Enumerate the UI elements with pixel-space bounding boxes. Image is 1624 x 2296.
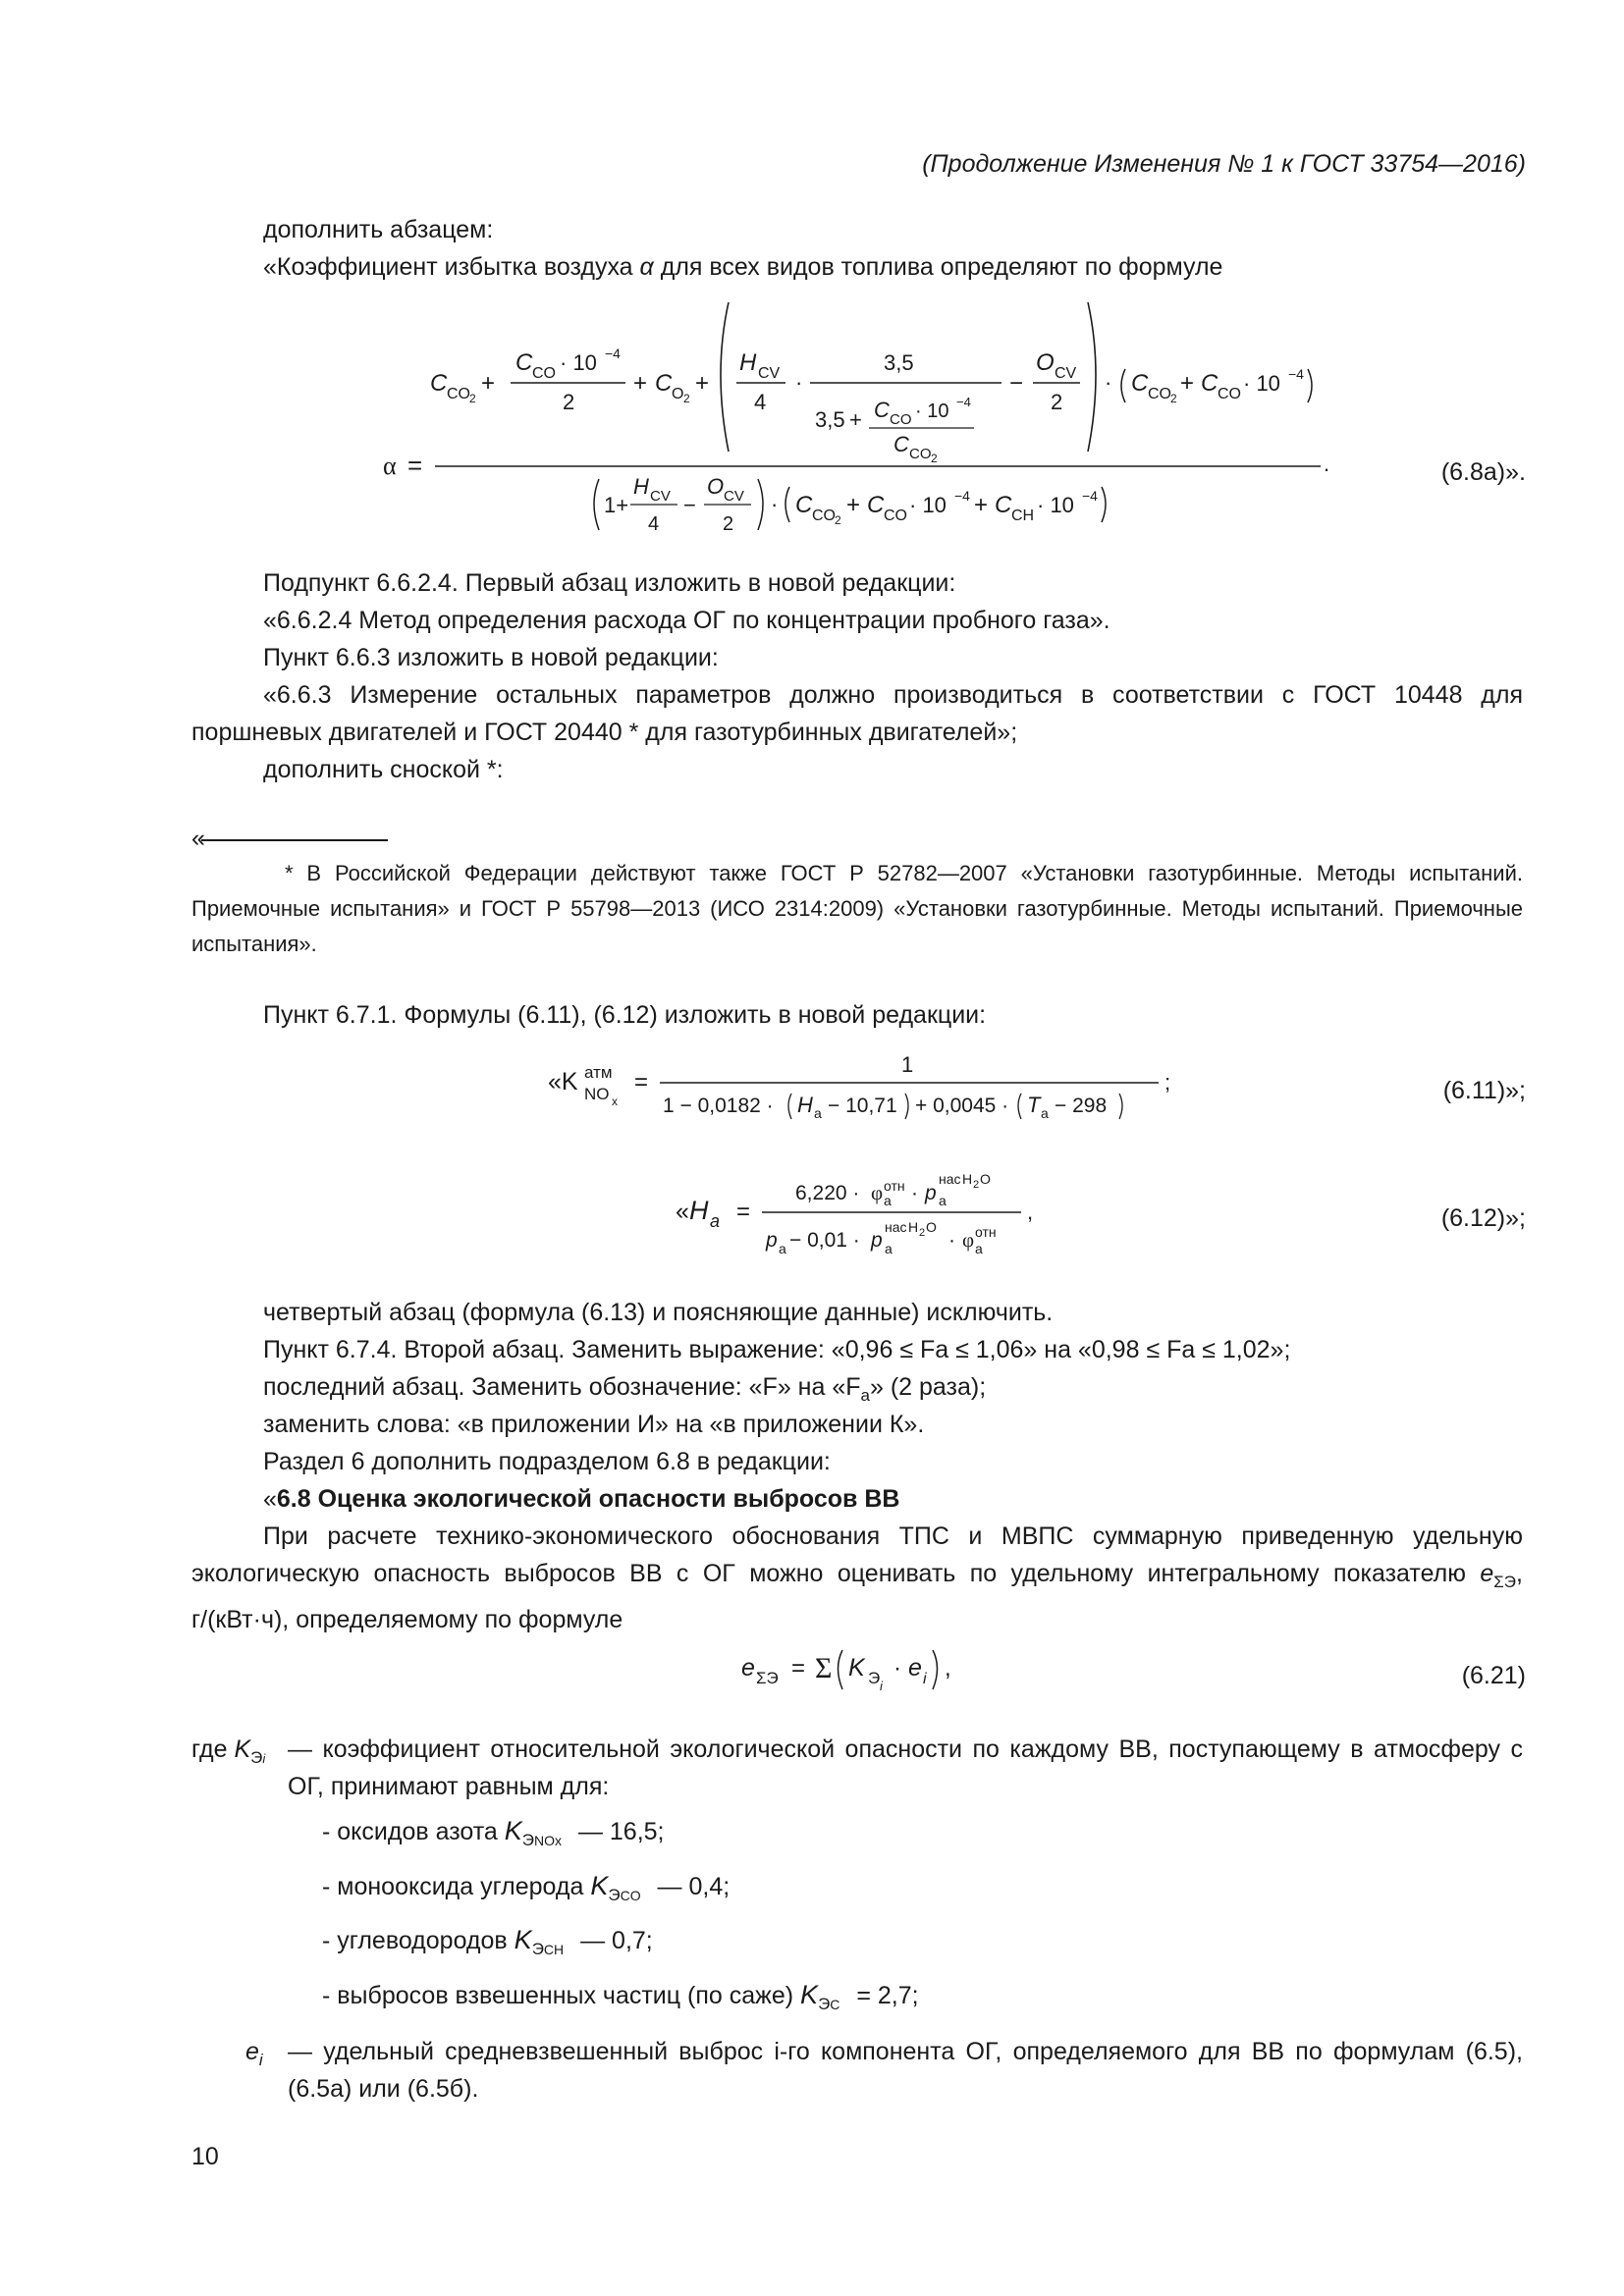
equation-number-6-8a: (6.8а)».	[1440, 458, 1526, 486]
paragraph-663-text: «6.6.3 Измерение остальных параметров должно производиться в соответствии с ГОСТ 10448 для поршневых двигателей и ГОСТ 20440 * для газотурбинных двигателей»;	[191, 681, 1523, 746]
equation-number-6-21: (6.21)	[1461, 1662, 1526, 1689]
formula-6-11	[540, 1041, 1227, 1129]
svg-text:2: 2	[563, 390, 575, 414]
svg-text:p: p	[871, 1229, 883, 1252]
svg-text:2: 2	[469, 392, 476, 405]
svg-text:4: 4	[754, 390, 767, 414]
list-sub: C	[830, 1997, 840, 2013]
calc-text: При расчете технико-экономического обоснования ТПС и МВПС суммарную приведенную удельную экологическую опасность выбросов ВВ с ОГ можно оценивать по удельному интегральному показателю	[191, 1522, 1523, 1587]
svg-text:a: a	[710, 1211, 721, 1231]
where-word: где	[191, 1735, 228, 1763]
footnote-rule	[201, 839, 388, 841]
svg-text:отн: отн	[884, 1178, 905, 1194]
svg-text:CV: CV	[758, 365, 781, 382]
svg-text:ΣЭ: ΣЭ	[756, 1669, 779, 1687]
svg-text:Э: Э	[868, 1669, 881, 1687]
svg-text:CO: CO	[532, 365, 556, 382]
svg-text:,: ,	[945, 1655, 951, 1682]
svg-text:+ 0,0045 ·: + 0,0045 ·	[915, 1095, 1009, 1117]
paragraph-replace: заменить слова: «в приложении И» на «в приложении К».	[263, 1411, 925, 1438]
last-text-b: » (2 раза);	[869, 1373, 987, 1401]
list-post: = 2,7;	[856, 1982, 919, 2009]
k-symbol: $K_{Эi}$	[234, 1735, 266, 1767]
last-text-a: последний абзац. Заменить обозначение: «F» на «F	[263, 1373, 861, 1401]
last-subscript: a	[860, 1386, 870, 1405]
formula-6-21	[736, 1634, 992, 1703]
svg-text:· 10: · 10	[560, 350, 597, 375]
list-item-nox	[322, 1812, 665, 1859]
list-pre: - углеводородов	[322, 1927, 508, 1954]
svg-text:C: C	[515, 349, 533, 376]
svg-text:=: =	[791, 1655, 806, 1682]
svg-text:CO: CO	[909, 446, 932, 462]
svg-text:C: C	[1131, 370, 1149, 397]
svg-text:CO: CO	[884, 507, 907, 524]
svg-text:H: H	[797, 1093, 813, 1117]
svg-text:e: e	[908, 1654, 922, 1682]
svg-text:−4: −4	[605, 346, 621, 361]
svg-text:·: ·	[911, 1182, 918, 1204]
svg-text:2: 2	[1170, 392, 1177, 405]
svg-text:2: 2	[919, 1227, 926, 1239]
svg-text:i: i	[923, 1671, 927, 1687]
svg-text:K: K	[848, 1654, 865, 1682]
e-sigma-symbol: $e_{\Sigma Э}$	[1480, 1560, 1517, 1591]
svg-text:=: =	[407, 451, 423, 480]
paragraph-6624-text: «6.6.2.4 Метод определения расхода ОГ по концентрации пробного газа».	[263, 607, 1110, 634]
svg-text:нас: нас	[939, 1171, 961, 1187]
paragraph-671: Пункт 6.7.1. Формулы (6.11), (6.12) изложить в новой редакции:	[263, 1001, 987, 1029]
svg-text:a: a	[939, 1193, 947, 1208]
svg-text:4: 4	[648, 513, 660, 535]
list-sub: NOx	[534, 1833, 562, 1849]
svg-text:CO: CO	[1218, 386, 1241, 402]
svg-text:i: i	[880, 1679, 883, 1693]
svg-text:Σ: Σ	[815, 1652, 833, 1684]
e-i-symbol: $e_i$	[245, 2038, 263, 2069]
svg-text:·: ·	[893, 1655, 901, 1682]
calc-text-end: , г/(кВт·ч), определяемому по формуле	[191, 1560, 1523, 1633]
svg-text:C: C	[874, 398, 890, 422]
svg-text:2: 2	[683, 392, 690, 405]
running-header: (Продолжение Изменения № 1 к ГОСТ 33754—2016)	[922, 150, 1526, 178]
svg-text:a: a	[975, 1241, 983, 1256]
svg-text:атм: атм	[584, 1063, 613, 1082]
svg-text:− 0,01 ·: − 0,01 ·	[789, 1229, 860, 1252]
svg-text:e: e	[741, 1654, 755, 1682]
paragraph-footnote-add: дополнить сноской *:	[263, 756, 504, 783]
svg-text:+: +	[846, 492, 861, 518]
svg-text:H: H	[962, 1171, 973, 1187]
paragraph-663: Пункт 6.6.3 изложить в новой редакции:	[263, 644, 719, 671]
svg-text:φ: φ	[871, 1181, 884, 1204]
svg-text:T: T	[1027, 1093, 1041, 1117]
where-label	[191, 1731, 265, 1778]
svg-text:O: O	[926, 1219, 937, 1235]
list-item-ch	[322, 1921, 653, 1968]
svg-text:+: +	[695, 370, 710, 397]
svg-text:1: 1	[901, 1052, 914, 1077]
list-pre: - выбросов взвешенных частиц (по саже)	[322, 1982, 794, 2009]
list-item-c	[322, 1976, 919, 2023]
svg-text:CO: CO	[1148, 386, 1171, 402]
svg-text:=: =	[736, 1199, 751, 1225]
paragraph-alpha-intro	[263, 248, 1222, 286]
paragraph-addition: дополнить абзацем:	[263, 216, 494, 243]
svg-text:· 10: · 10	[909, 493, 947, 517]
list-post: — 0,4;	[657, 1873, 731, 1900]
alpha-intro-text-2: для всех видов топлива определяют по формуле	[653, 253, 1223, 281]
svg-text:O: O	[1036, 349, 1055, 376]
paragraph-fourth: четвертый абзац (формула (6.13) и поясняющие данные) исключить.	[263, 1299, 1054, 1326]
svg-text:CO: CO	[812, 507, 836, 524]
svg-text:p: p	[766, 1229, 778, 1252]
svg-text:«: «	[676, 1198, 689, 1225]
svg-text:+: +	[974, 492, 989, 518]
section-heading-6-8	[263, 1480, 899, 1518]
svg-text:2: 2	[723, 513, 734, 535]
svg-text:CO: CO	[447, 386, 470, 402]
list-pre: - монооксида углерода	[322, 1873, 584, 1900]
svg-text:+: +	[1180, 370, 1195, 397]
svg-text:φ: φ	[962, 1228, 975, 1252]
formula-6-8a	[373, 294, 1355, 550]
svg-text:6,220 ·: 6,220 ·	[795, 1182, 860, 1204]
list-pre: - оксидов азота	[322, 1818, 498, 1845]
svg-text:3,5: 3,5	[815, 407, 845, 432]
list-sub: CH	[543, 1942, 565, 1958]
svg-text:C: C	[430, 370, 448, 397]
svg-text:a: a	[814, 1105, 822, 1121]
svg-text:+: +	[633, 370, 648, 397]
list-item-co	[322, 1867, 730, 1914]
heading-title: 6.8 Оценка экологической опасности выбросов ВВ	[276, 1485, 900, 1513]
page-number: 10	[191, 2143, 219, 2170]
svg-text:2: 2	[973, 1179, 980, 1191]
svg-text:−4: −4	[954, 488, 970, 504]
svg-text:·: ·	[948, 1229, 955, 1252]
svg-text:«K: «K	[548, 1068, 578, 1095]
svg-text:CH: CH	[1011, 507, 1035, 524]
svg-text:CO: CO	[890, 411, 912, 428]
svg-text:C: C	[893, 432, 909, 456]
list-post: — 16,5;	[577, 1818, 665, 1845]
svg-text:нас: нас	[885, 1219, 907, 1235]
formula-6-12	[668, 1158, 1080, 1276]
svg-text:NO: NO	[584, 1085, 610, 1103]
svg-text:·: ·	[1105, 370, 1112, 395]
svg-text:H: H	[633, 474, 649, 499]
svg-text:2: 2	[1051, 390, 1063, 414]
where-e-text: — удельный средневзвешенный выброс i-го компонента ОГ, определяемого для ВВ по формулам (6.5), (6.5а) или (6.5б).	[288, 2038, 1523, 2103]
svg-text:α: α	[383, 452, 397, 480]
k-symbol: $K_{ЭCH}$	[514, 1925, 565, 1959]
paragraph-calc	[191, 1518, 1523, 1638]
svg-text:H: H	[908, 1219, 919, 1235]
svg-text:CV: CV	[724, 488, 744, 505]
svg-text:C: C	[795, 492, 813, 518]
svg-text:CV: CV	[650, 488, 671, 505]
svg-text:O: O	[980, 1171, 991, 1187]
equation-number-6-11: (6.11)»;	[1442, 1077, 1526, 1104]
svg-text:H: H	[689, 1196, 709, 1225]
svg-text:2: 2	[931, 452, 938, 465]
svg-text:отн: отн	[975, 1224, 997, 1240]
svg-text:p: p	[925, 1182, 937, 1204]
svg-text:a: a	[1041, 1105, 1049, 1121]
svg-text:O: O	[672, 386, 684, 402]
svg-text:· 10: · 10	[915, 400, 949, 422]
svg-text:a: a	[779, 1241, 786, 1256]
k-symbol: $K_{ЭCO}$	[590, 1871, 641, 1905]
list-post: — 0,7;	[580, 1927, 653, 1954]
footnote-open-quote: «	[191, 825, 205, 852]
svg-text:a: a	[885, 1241, 893, 1256]
list-sub: CO	[620, 1888, 641, 1904]
svg-text:−4: −4	[1082, 488, 1098, 504]
svg-text:·: ·	[795, 370, 803, 395]
svg-text:2: 2	[835, 513, 841, 527]
svg-text:C: C	[655, 370, 673, 397]
svg-text:;: ;	[1164, 1070, 1171, 1095]
equation-number-6-12: (6.12)»;	[1440, 1204, 1526, 1232]
where-k-text: — коэффициент относительной экологической опасности по каждому ВВ, поступающему в атмосферу с ОГ, принимают равным для:	[288, 1735, 1523, 1800]
svg-text:1+: 1+	[604, 493, 629, 517]
svg-text:− 298: − 298	[1055, 1095, 1108, 1117]
svg-text:−4: −4	[956, 395, 971, 409]
svg-text:· 10: · 10	[1243, 371, 1280, 396]
heading-open-quote: «	[263, 1485, 277, 1513]
alpha-intro-text-1: «Коэффициент избытка воздуха	[263, 253, 640, 281]
k-symbol: $K_{ЭNOx}$	[504, 1816, 562, 1850]
svg-text:− 10,71: − 10,71	[828, 1095, 897, 1117]
svg-text:O: O	[707, 474, 725, 499]
svg-text:x: x	[612, 1095, 618, 1108]
svg-text:C: C	[867, 492, 885, 518]
alpha-symbol: α	[639, 253, 654, 281]
footnote-text: * В Российской Федерации действуют также ГОСТ Р 52782—2007 «Установки газотурбинные. Методы испытаний. Приемочные испытания» и ГОСТ Р 55798—2013 (ИСО 2314:2009) «Установки газотурбинные. Методы испытаний. Приемочные испытания».	[191, 861, 1523, 956]
svg-text:−: −	[683, 493, 696, 517]
svg-text:a: a	[884, 1193, 892, 1208]
svg-text:1 − 0,0182 ·: 1 − 0,0182 ·	[663, 1095, 774, 1117]
svg-text:,: ,	[1027, 1200, 1034, 1224]
k-symbol: $K_{ЭC}$	[800, 1980, 840, 2014]
svg-text:=: =	[634, 1069, 649, 1095]
svg-text:CV: CV	[1055, 365, 1077, 382]
paragraph-6624: Подпункт 6.6.2.4. Первый абзац изложить в новой редакции:	[263, 569, 956, 597]
svg-text:· 10: · 10	[1037, 493, 1074, 517]
paragraph-section6: Раздел 6 дополнить подразделом 6.8 в редакции:	[263, 1448, 831, 1475]
svg-text:H: H	[739, 349, 757, 376]
svg-text:−: −	[1009, 370, 1024, 397]
svg-text:C: C	[995, 492, 1012, 518]
svg-text:.: .	[1324, 452, 1330, 476]
svg-text:+: +	[481, 370, 496, 397]
svg-text:−4: −4	[1288, 366, 1304, 382]
paragraph-674: Пункт 6.7.4. Второй абзац. Заменить выражение: «0,96 ≤ Fa ≤ 1,06» на «0,98 ≤ Fa ≤ 1,02»;	[263, 1336, 1291, 1363]
svg-text:+: +	[849, 407, 862, 432]
svg-text:C: C	[1201, 370, 1218, 397]
svg-text:·: ·	[771, 492, 779, 516]
svg-text:3,5: 3,5	[884, 350, 914, 375]
